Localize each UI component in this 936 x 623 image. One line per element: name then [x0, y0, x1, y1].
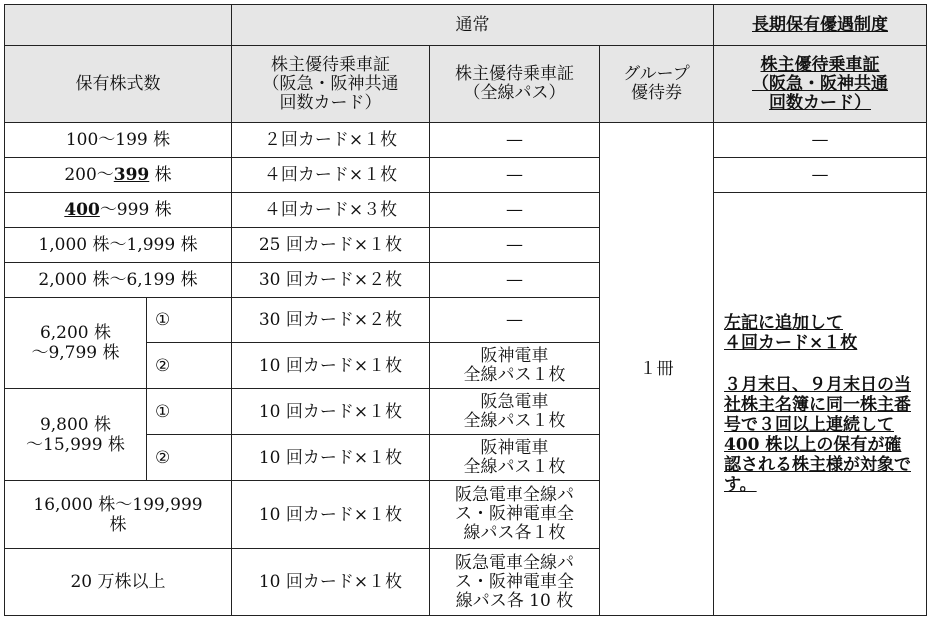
note-body: ３月末日、９月末日の当社株主名簿に同一株主番号で３回以上連続して 400 株以上の保有が確認される株主様が対象です。	[724, 375, 911, 495]
ticket-cell: 10 回カード×１枚	[232, 343, 430, 389]
shares-suffix: 〜999 株	[99, 200, 172, 220]
shareholder-benefits-table	[4, 4, 927, 616]
header-normal: 通常	[232, 5, 714, 46]
ticket-cell: ４回カード×３枚	[232, 193, 430, 228]
shares-cell: 6,200 株 〜9,799 株	[5, 298, 147, 389]
table-row	[5, 123, 927, 158]
option-marker: ①	[147, 389, 232, 435]
shares-prefix: 200〜	[64, 165, 114, 185]
header-corner	[5, 5, 232, 46]
ticket-cell: ４回カード×１枚	[232, 158, 430, 193]
pass-cell: —	[430, 158, 600, 193]
long-term-note	[714, 193, 927, 616]
shares-cell: 16,000 株〜199,999 株	[5, 481, 232, 549]
ticket-cell: 10 回カード×１枚	[232, 481, 430, 549]
ticket-cell: 10 回カード×１枚	[232, 549, 430, 616]
shares-emphasis: 399	[113, 165, 150, 185]
long-cell: —	[714, 158, 927, 193]
pass-cell: —	[430, 298, 600, 343]
option-marker: ②	[147, 435, 232, 481]
shares-cell: 1,000 株〜1,999 株	[5, 228, 232, 263]
ticket-cell: ２回カード×１枚	[232, 123, 430, 158]
pass-cell: —	[430, 193, 600, 228]
note-line-1: 左記に追加して	[724, 313, 843, 333]
pass-cell: 阪急電車全線パ ス・阪神電車全 線パス各１枚	[430, 481, 600, 549]
ticket-cell: 30 回カード×２枚	[232, 298, 430, 343]
pass-cell: 阪急電車 全線パス１枚	[430, 389, 600, 435]
ticket-cell: 25 回カード×１枚	[232, 228, 430, 263]
pass-cell: —	[430, 123, 600, 158]
shares-cell	[5, 158, 232, 193]
ticket-cell: 10 回カード×１枚	[232, 435, 430, 481]
note-line-2: ４回カード×１枚	[724, 333, 858, 353]
pass-cell: —	[430, 263, 600, 298]
header-pass: 株主優待乗車証 （全線パス）	[430, 46, 600, 123]
header-long-ticket: 株主優待乗車証 （阪急・阪神共通 回数カード）	[714, 46, 927, 123]
shares-cell: 20 万株以上	[5, 549, 232, 616]
header-ticket: 株主優待乗車証 （阪急・阪神共通 回数カード）	[232, 46, 430, 123]
header-group: グループ 優待券	[600, 46, 714, 123]
header-holdings: 保有株式数	[5, 46, 232, 123]
pass-cell: —	[430, 228, 600, 263]
option-marker: ②	[147, 343, 232, 389]
group-voucher-cell: １冊	[600, 123, 714, 616]
shares-cell: 100〜199 株	[5, 123, 232, 158]
shares-suffix: 株	[154, 165, 172, 185]
table-row	[5, 158, 927, 193]
shares-cell: 2,000 株〜6,199 株	[5, 263, 232, 298]
table-row	[5, 193, 927, 228]
option-marker: ①	[147, 298, 232, 343]
pass-cell: 阪神電車 全線パス１枚	[430, 435, 600, 481]
header-long-term: 長期保有優遇制度	[714, 5, 927, 46]
shares-cell	[5, 193, 232, 228]
shares-cell: 9,800 株 〜15,999 株	[5, 389, 147, 481]
ticket-cell: 10 回カード×１枚	[232, 389, 430, 435]
shares-emphasis: 400	[64, 200, 100, 220]
pass-cell: 阪神電車 全線パス１枚	[430, 343, 600, 389]
ticket-cell: 30 回カード×２枚	[232, 263, 430, 298]
pass-cell: 阪急電車全線パ ス・阪神電車全 線パス各 10 枚	[430, 549, 600, 616]
long-cell: —	[714, 123, 927, 158]
